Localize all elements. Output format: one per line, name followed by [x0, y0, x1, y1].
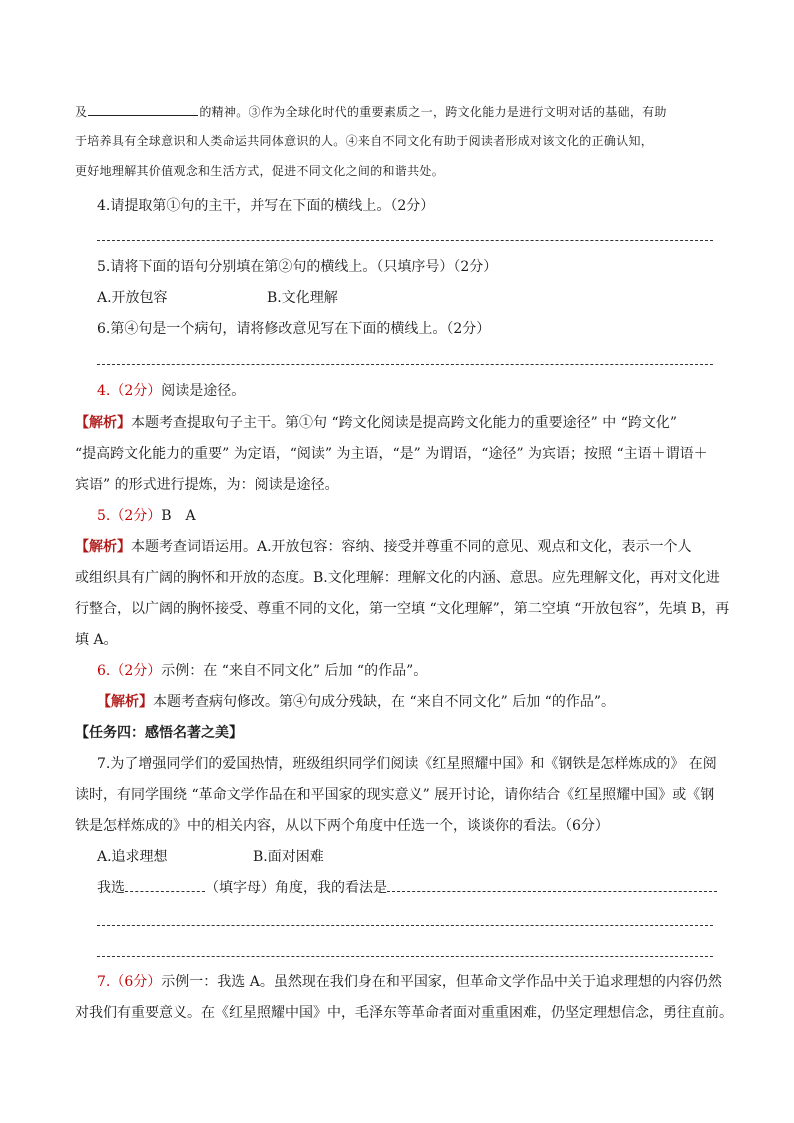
task-4-heading: 【任务四：感悟名著之美】: [75, 725, 243, 741]
answer-6: [97, 661, 427, 681]
explanation-tag: 【解析】: [97, 694, 153, 710]
question-7-line-1: 7.为了增强同学们的爱国热情，班级组织同学们阅读《红星照耀中国》和《钢铁是怎样炼成的》 在阅: [97, 756, 717, 772]
answer-line-q6[interactable]: [97, 364, 713, 365]
answer-4-explanation-line-1: [75, 413, 677, 433]
answer-4-explanation-line-2: “提高跨文化能力的重要” 为定语，“阅读” 为主语，“是” 为谓语，“途径” 为宾语；按照 “主语＋谓语＋: [75, 446, 708, 462]
q7-select-middle: （填字母）角度，我的看法是: [205, 880, 387, 896]
passage-prefix: 及: [75, 105, 88, 119]
q7-option-a: A.追求理想: [97, 849, 168, 865]
answer-5-head: 5.（2分）: [97, 508, 162, 524]
passage-line-1: [75, 101, 667, 122]
answer-4-head: 4.（2分）: [97, 383, 162, 399]
q5-option-b: B.文化理解: [267, 290, 338, 306]
answer-line-q7-2[interactable]: [97, 956, 713, 957]
answer-line-q4[interactable]: [97, 240, 713, 241]
answer-5-explanation-line-1: [75, 537, 692, 557]
answer-line-q7-1[interactable]: [97, 925, 713, 926]
answer-6-explanation: [97, 692, 615, 712]
answer-6-head: 6.（2分）: [97, 663, 162, 679]
question-6: 6.第④句是一个病句，请将修改意见写在下面的横线上。（2分）: [97, 321, 491, 337]
answer-4-text: 阅读是途径。: [161, 383, 246, 399]
answer-5-explanation-line-2: 或组织具有广阔的胸怀和开放的态度。B.文化理解：理解文化的内涵、意思。应先理解文化，再对文化进: [75, 570, 720, 586]
explanation-text: 本题考查词语运用。A.开放包容：容纳、接受并尊重不同的意见、观点和文化，表示一个人: [131, 539, 692, 555]
q7-select-prefix: 我选: [97, 880, 125, 896]
q7-opinion-blank[interactable]: [387, 880, 717, 892]
answer-4-explanation-line-3: 宾语” 的形式进行提炼，为：阅读是途径。: [75, 477, 339, 493]
question-7-line-3: 铁是怎样炼成的》中的相关内容，从以下两个角度中任选一个，谈谈你的看法。（6分）: [75, 818, 609, 834]
explanation-text: 本题考查提取句子主干。第①句 “跨文化阅读是提高跨文化能力的重要途径” 中 “跨文化”: [131, 415, 677, 431]
answer-5-explanation-line-4: 填 A。: [75, 632, 118, 648]
answer-6-text: 示例：在 “来自不同文化” 后加 “的作品”。: [161, 663, 428, 679]
question-7-line-2: 读时，有同学围绕 “革命文学作品在和平国家的现实意义” 展开讨论，请你结合《红星照耀中国》或《钢: [75, 787, 715, 803]
answer-5-explanation-line-3: 行整合，以广阔的胸怀接受、尊重不同的文化，第一空填 “文化理解”，第二空填 “开放包容”，先填 B，再: [75, 601, 730, 617]
answer-7-text-line-1: 示例一：我选 A。虽然现在我们身在和平国家，但革命文学作品中关于追求理想的内容仍然: [161, 974, 722, 990]
passage-line-3: 更好地理解其价值观念和生活方式，促进不同文化之间的和谐共处。: [75, 164, 445, 178]
q7-option-b: B.面对困难: [253, 849, 324, 865]
explanation-text: 本题考查病句修改。第④句成分残缺，在 “来自不同文化” 后加 “的作品”。: [153, 694, 615, 710]
explanation-tag: 【解析】: [75, 539, 131, 555]
answer-4: [97, 381, 245, 401]
answer-7: [97, 972, 722, 992]
passage-suffix: 的精神。③作为全球化时代的重要素质之一，跨文化能力是进行文明对话的基础，有助: [199, 105, 667, 119]
question-4: 4.请提取第①句的主干，并写在下面的横线上。（2分）: [97, 198, 435, 214]
q7-letter-blank[interactable]: [125, 880, 205, 892]
answer-7-head: 7.（6分）: [97, 974, 162, 990]
q7-select-row: [97, 878, 717, 898]
answer-5: [97, 506, 196, 526]
fill-blank[interactable]: [88, 101, 198, 116]
q5-option-a: A.开放包容: [97, 290, 168, 306]
question-5: 5.请将下面的语句分别填在第②句的横线上。（只填序号）（2分）: [97, 259, 498, 275]
explanation-tag: 【解析】: [75, 415, 131, 431]
answer-7-text-line-2: 对我们有重要意义。在《红星照耀中国》中，毛泽东等革命者面对重重困难，仍坚定理想信念，勇往直前。: [75, 1005, 733, 1021]
answer-5-text: B A: [161, 508, 196, 524]
passage-line-2: 于培养具有全球意识和人类命运共同体意识的人。④来自不同文化有助于阅读者形成对该文化的正确认知，: [75, 134, 654, 148]
